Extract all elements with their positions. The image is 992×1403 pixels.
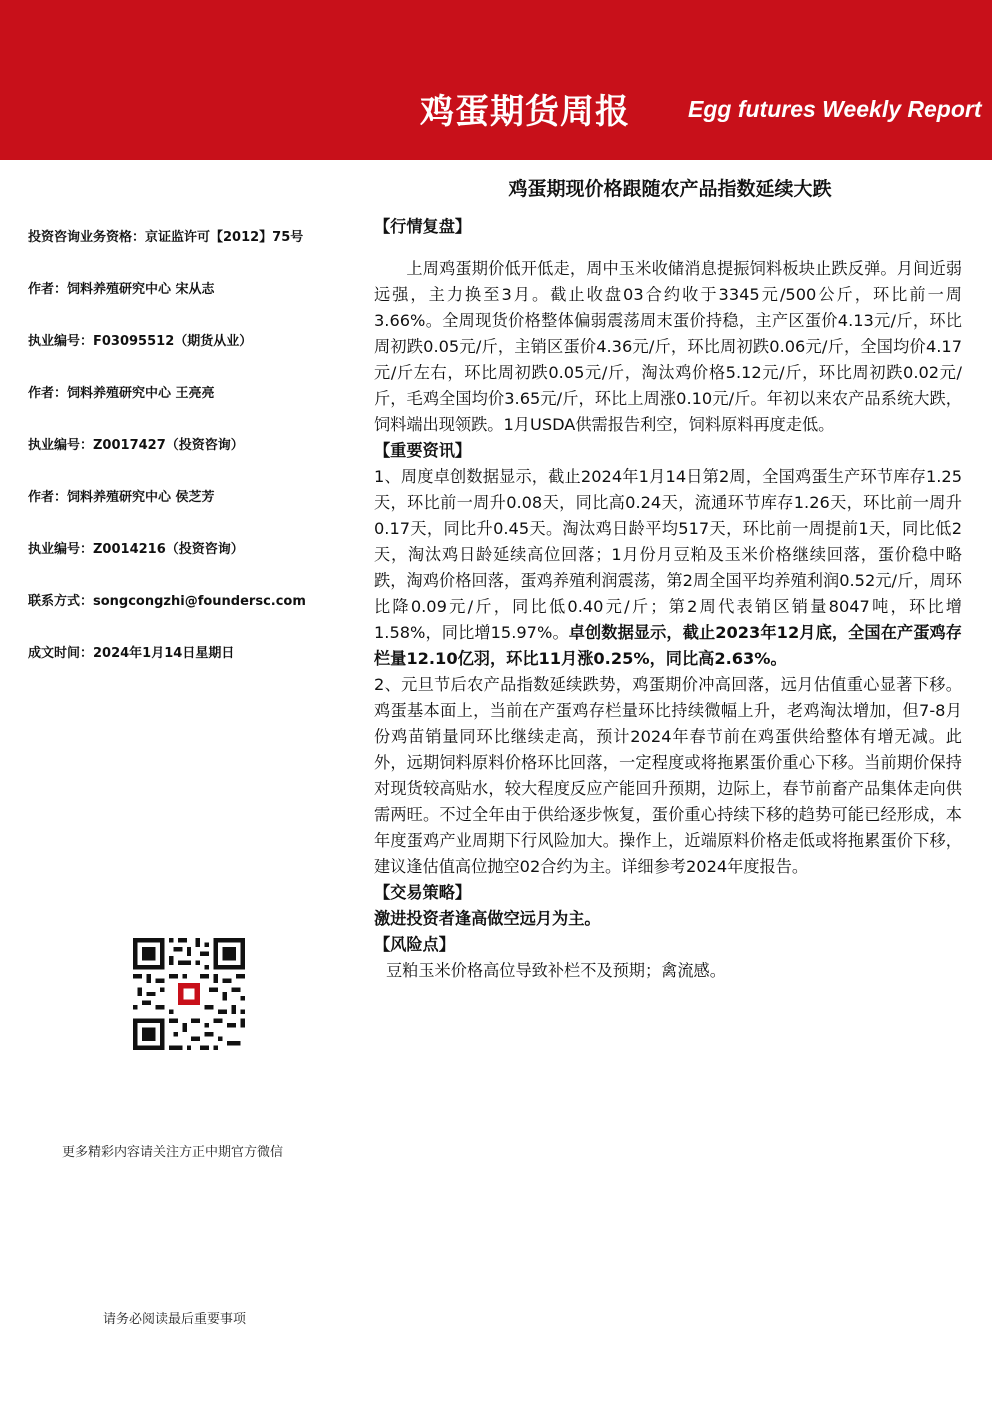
qr-caption: 更多精彩内容请关注方正中期官方微信 — [62, 1145, 284, 1160]
market-review-paragraph: 上周鸡蛋期价低开低走，周中玉米收储消息提振饲料板块止跌反弹。月间近弱远强，主力换至3月。截止收盘03合约收于3345元/500公斤，环比前一周3.66%。全周现货价格整体偏弱震荡周末蛋价持稳，主产区蛋价4.13元/斤，环比周初跌0.05元/斤，主销区蛋价4.36元/斤，环比周初跌0.06元/斤，全国均价4.17元/斤左右，环比周初跌0.05元/斤，淘汰鸡价格5.12元/斤，环比周初跌0.02元/斤，毛鸡全国均价3.65元/斤，环比上周涨0.10元/斤。年初以来农产品系统大跌，饲料端出现领跌。1月USDA供需报告利空，饲料原料再度走低。 — [374, 259, 962, 434]
wechat-qr-code — [133, 938, 245, 1050]
disclaimer-note: 请务必阅读最后重要事项 — [103, 1312, 247, 1327]
contact-line: 联系方式：songcongzhi@foundersc.com — [28, 594, 306, 609]
report-body — [374, 214, 962, 984]
section-heading-risk: 【风险点】 — [374, 935, 455, 954]
license-line-2: 执业编号：Z0017427（投资咨询） — [28, 438, 244, 453]
header-banner — [0, 0, 992, 160]
author-line-1: 作者：饲料养殖研究中心 宋从志 — [28, 282, 215, 297]
news-item-1-text: 1、周度卓创数据显示，截止2024年1月14日第2周，全国鸡蛋生产环节库存1.25天，环比前一周升0.08天，同比高0.24天，流通环节库存1.26天，环比前一周升0.17天，同比升0.45天。淘汰鸡日龄平均517天，环比前一周提前1天，同比低2天，淘汰鸡日龄延续高位回落；1月份月豆粕及玉米价格继续回落，蛋价稳中略跌，淘鸡价格回落，蛋鸡养殖利润震荡，第2周全国平均养殖利润0.52元/斤，周环比降0.09元/斤，同比低0.40元/斤；第2周代表销区销量8047吨，环比增1.58%，同比增15.97%。 — [374, 467, 962, 642]
report-title-cn: 鸡蛋期货周报 — [420, 92, 630, 132]
report-title-en: Egg futures Weekly Report — [688, 96, 982, 122]
license-line-3: 执业编号：Z0014216（投资咨询） — [28, 542, 244, 557]
news-item-1-highlight: 卓创数据显示，截止2023年12月底，全国在产蛋鸡存栏量12.10亿羽，环比11月涨0.25%，同比高2.63%。 — [374, 623, 962, 668]
qualification-line: 投资咨询业务资格：京证监许可【2012】75号 — [28, 230, 304, 245]
section-heading-market: 【行情复盘】 — [374, 217, 472, 236]
section-heading-strategy: 【交易策略】 — [374, 883, 472, 902]
news-item-1 — [374, 464, 962, 672]
author-line-3: 作者：饲料养殖研究中心 侯芝芳 — [28, 490, 215, 505]
news-item-2: 2、元旦节后农产品指数延续跌势，鸡蛋期价冲高回落，远月估值重心显著下移。鸡蛋基本面上，当前在产蛋鸡存栏量环比持续微幅上升，老鸡淘汰增加，但7-8月份鸡苗销量同环比继续走高，预计2024年春节前在鸡蛋供给整体有增无减。此外，远期饲料原料价格环比回落，一定程度或将拖累蛋价重心下移。当前期价保持对现货较高贴水，较大程度反应产能回升预期，边际上，春节前畜产品集体走向供需两旺。不过全年由于供给逐步恢复，蛋价重心持续下移的趋势可能已经形成，本年度蛋鸡产业周期下行风险加大。操作上，近端原料价格走低或将拖累蛋价下移，建议逢估值高位抛空02合约为主。详细参考2024年度报告。 — [374, 675, 962, 876]
document-title: 鸡蛋期现价格跟随农产品指数延续大跌 — [508, 178, 832, 200]
date-line: 成文时间：2024年1月14日星期日 — [28, 646, 235, 661]
risk-text: 豆粕玉米价格高位导致补栏不及预期；禽流感。 — [386, 961, 726, 980]
strategy-text: 激进投资者逢高做空远月为主。 — [374, 909, 601, 928]
license-line-1: 执业编号：F03095512（期货从业） — [28, 334, 253, 349]
author-line-2: 作者：饲料养殖研究中心 王亮亮 — [28, 386, 215, 401]
section-heading-news: 【重要资讯】 — [374, 441, 472, 460]
